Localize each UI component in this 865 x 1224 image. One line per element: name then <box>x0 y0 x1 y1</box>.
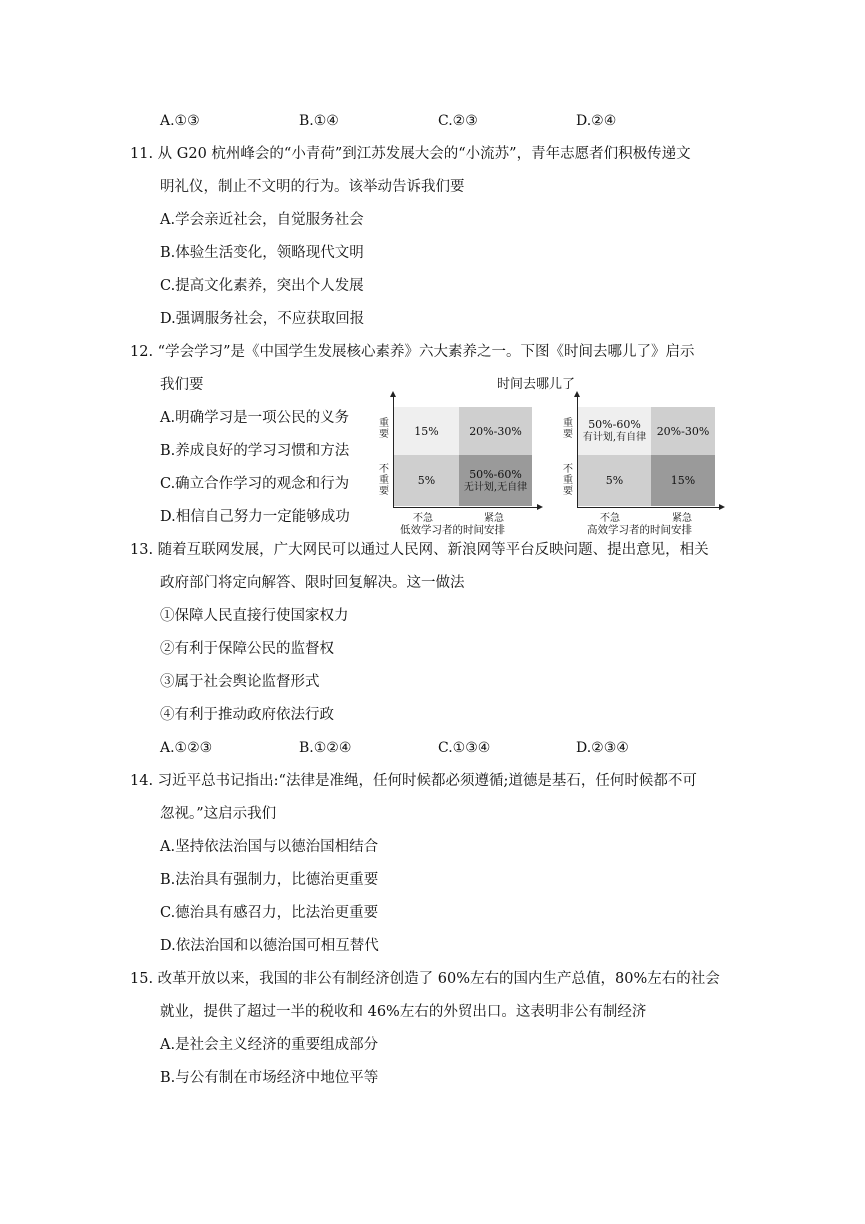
q10-option-b: B.①④ <box>299 113 339 129</box>
x-label-not-urgent: 不急 <box>413 513 433 524</box>
q11-option-b: B.体验生活变化，领略现代文明 <box>160 245 364 261</box>
x-axis <box>393 507 538 508</box>
q13-item-3: ③属于社会舆论监督形式 <box>160 674 320 690</box>
x-axis-arrow <box>537 504 543 510</box>
q15-option-a: A.是社会主义经济的重要组成部分 <box>160 1037 379 1053</box>
q13-item-4: ④有利于推动政府依法行政 <box>160 707 334 723</box>
q15-stem-line2: 就业，提供了超过一半的税收和 46%左右的外贸出口。这表明非公有制经济 <box>160 1004 647 1020</box>
q15-option-b: B.与公有制在市场经济中地位平等 <box>160 1070 379 1086</box>
q11-option-a: A.学会亲近社会，自觉服务社会 <box>160 212 364 228</box>
q13-option-d: D.②③④ <box>576 740 629 756</box>
x-label-urgent: 紧急 <box>484 513 504 524</box>
y-axis-arrow <box>390 391 396 397</box>
cell-value: 20%-30% <box>469 424 522 438</box>
q11-option-d: D.强调服务社会，不应获取回报 <box>160 311 365 327</box>
chart-caption-low: 低效学习者的时间安排 <box>400 524 505 536</box>
cell-value: 15% <box>670 474 696 487</box>
q10-option-a: A.①③ <box>160 113 200 129</box>
y-label-important: 重 要 <box>563 418 573 440</box>
q13-stem-line2: 政府部门将定向解答、限时回复解决。这一做法 <box>160 575 465 591</box>
x-axis <box>577 507 720 508</box>
q11-stem-line1: 11. 从 G20 杭州峰会的“小青荷”到江苏发展大会的“小流苏”，青年志愿者们积极传递文 <box>130 146 691 162</box>
q12-option-a: A.明确学习是一项公民的义务 <box>160 410 350 426</box>
cell-value: 5% <box>417 474 436 487</box>
cell-unimportant-urgent <box>651 455 715 506</box>
q13-option-b: B.①②④ <box>299 740 352 756</box>
q10-option-d: D.②④ <box>576 113 617 129</box>
q15-stem-line1: 15. 改革开放以来，我国的非公有制经济创造了 60%左右的国内生产总值，80%左右的社会 <box>130 971 720 987</box>
q10-option-c: C.②③ <box>438 113 478 129</box>
q14-option-a: A.坚持依法治国与以德治国相结合 <box>160 839 379 855</box>
cell-important-not-urgent <box>578 407 651 455</box>
q14-option-d: D.依法治国和以德治国可相互替代 <box>160 938 379 954</box>
q12-stem-line1: 12. “学会学习”是《中国学生发展核心素养》六大素养之一。下图《时间去哪儿了》启示 <box>130 344 695 360</box>
y-label-unimportant: 不 重 要 <box>563 464 573 497</box>
q14-stem-line1: 14. 习近平总书记指出:“法律是准绳，任何时候都必须遵循;道德是基石，任何时候都不可 <box>130 773 697 789</box>
q13-stem-line1: 13. 随着互联网发展，广大网民可以通过人民网、新浪网等平台反映问题、提出意见，相关 <box>130 542 709 558</box>
q13-option-c: C.①③④ <box>438 740 491 756</box>
cell-note: 无计划,无自律 <box>463 481 528 493</box>
q12-option-c: C.确立合作学习的观念和行为 <box>160 476 350 492</box>
q12-option-b: B.养成良好的学习习惯和方法 <box>160 443 350 459</box>
q12-option-d: D.相信自己努力一定能够成功 <box>160 509 350 525</box>
cell-unimportant-urgent <box>459 455 532 506</box>
q13-item-1: ①保障人民直接行使国家权力 <box>160 608 349 624</box>
q11-stem-line2: 明礼仪，制止不文明的行为。该举动告诉我们要 <box>160 179 465 195</box>
q12-stem-line2: 我们要 <box>160 377 204 393</box>
x-axis-arrow <box>719 504 725 510</box>
chart-caption-high: 高效学习者的时间安排 <box>587 524 692 536</box>
cell-value: 50%-60% <box>469 467 522 481</box>
x-label-not-urgent: 不急 <box>600 513 620 524</box>
cell-unimportant-not-urgent <box>394 455 459 506</box>
cell-value: 50%-60% <box>588 418 641 431</box>
chart-title: 时间去哪儿了 <box>497 377 576 392</box>
y-label-important: 重 要 <box>379 418 389 440</box>
y-label-unimportant: 不 重 要 <box>379 464 389 497</box>
q13-item-2: ②有利于保障公民的监督权 <box>160 641 334 657</box>
q14-stem-line2: 忽视。”这启示我们 <box>160 806 277 822</box>
cell-note: 有计划,有自律 <box>582 432 647 443</box>
q11-option-c: C.提高文化素养，突出个人发展 <box>160 278 364 294</box>
cell-important-urgent <box>459 407 532 455</box>
x-label-urgent: 紧急 <box>672 513 692 524</box>
cell-important-urgent <box>651 407 715 455</box>
y-axis-arrow <box>574 391 580 397</box>
cell-value: 5% <box>605 474 624 487</box>
q14-option-b: B.法治具有强制力，比德治更重要 <box>160 872 379 888</box>
q14-option-c: C.德治具有感召力，比法治更重要 <box>160 905 379 921</box>
cell-unimportant-not-urgent <box>578 455 651 506</box>
cell-important-not-urgent <box>394 407 459 455</box>
q13-option-a: A.①②③ <box>160 740 213 756</box>
cell-value: 20%-30% <box>656 424 710 438</box>
cell-value: 15% <box>414 424 439 438</box>
